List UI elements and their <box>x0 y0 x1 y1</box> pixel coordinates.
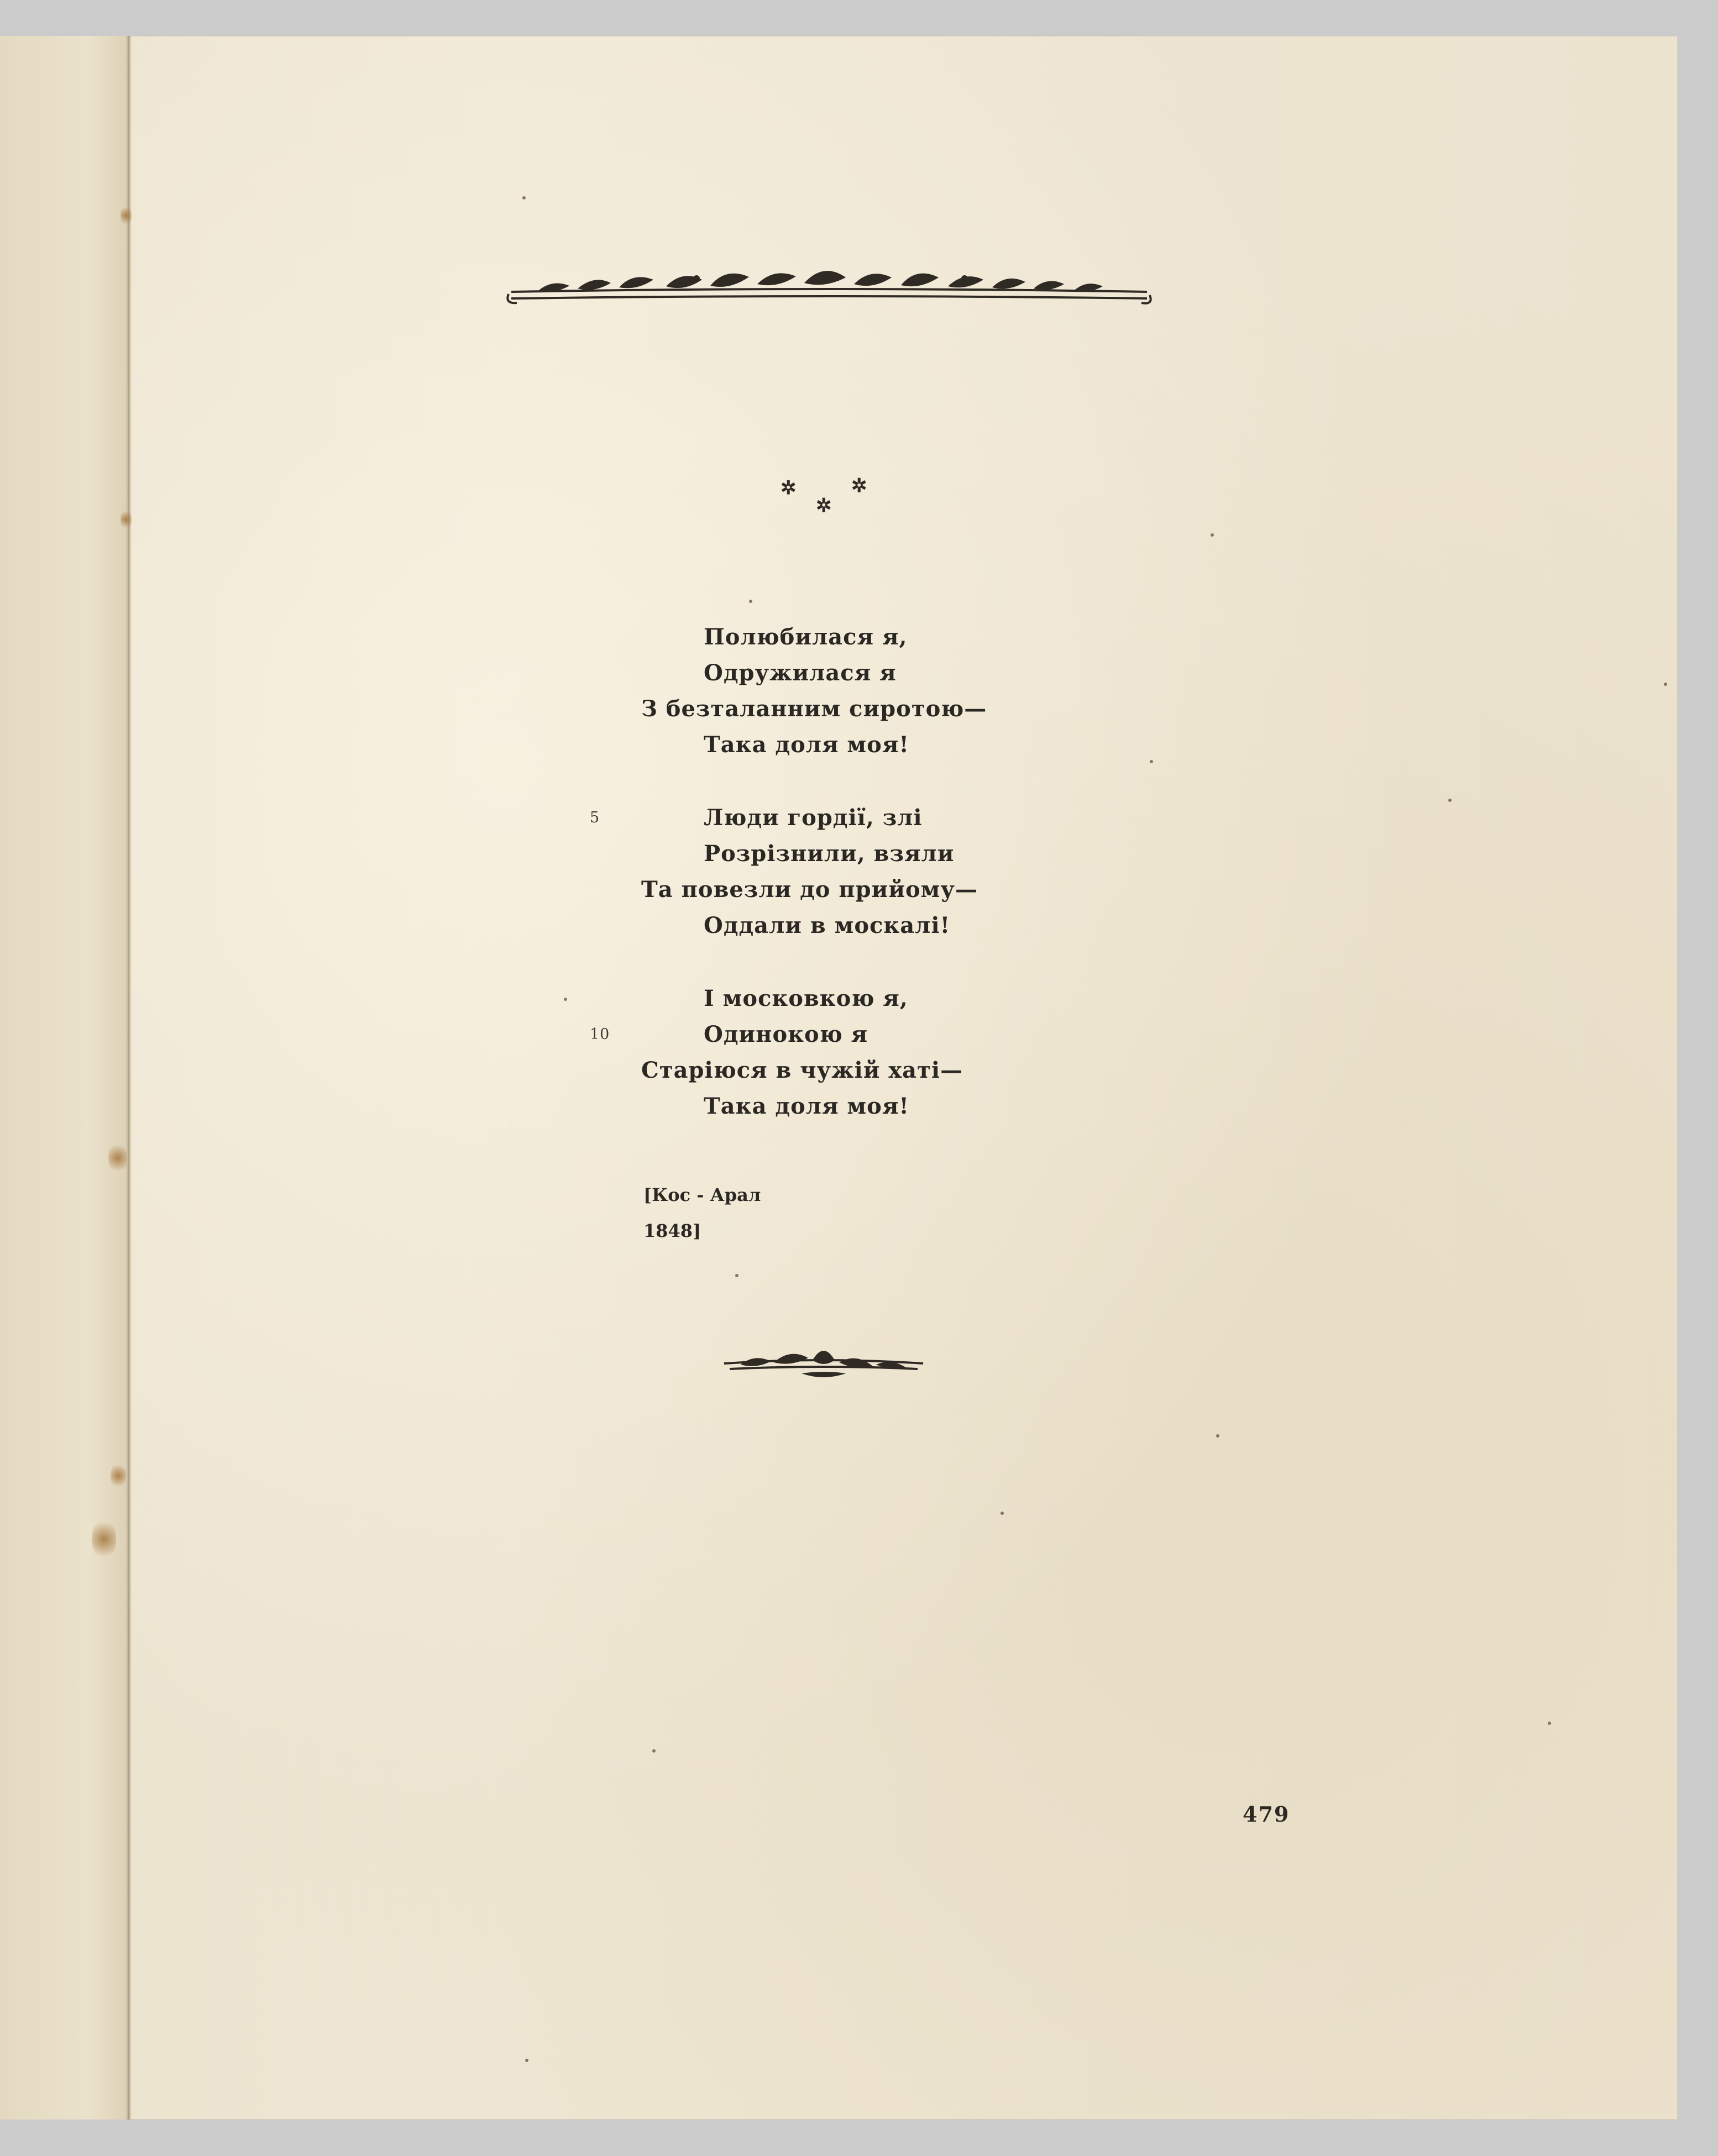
speck <box>1216 1434 1219 1438</box>
bottom-ornament <box>719 1340 929 1384</box>
svg-text:✲: ✲ <box>816 495 832 517</box>
poem-line: І московкою я, <box>704 985 908 1011</box>
speck <box>1664 683 1667 686</box>
stain <box>121 508 132 531</box>
stanza-3 <box>590 980 1094 1124</box>
poem-line: 5 Люди гордії, злі <box>641 800 1094 836</box>
page-number: 479 <box>1243 1802 1290 1827</box>
speck <box>1150 760 1153 763</box>
stain <box>121 204 132 227</box>
speck <box>525 2059 528 2062</box>
stain <box>111 1462 126 1489</box>
svg-text:✲: ✲ <box>851 475 867 497</box>
asterism-ornament <box>768 475 879 520</box>
line-number: 10 <box>590 1026 610 1043</box>
top-ornament <box>506 260 1153 312</box>
poem-line: З безталанним сиротою— <box>641 696 987 722</box>
poem-line: Одружилася я <box>704 660 897 686</box>
speck <box>1548 1722 1551 1725</box>
poem-line: 10 Одинокою я <box>641 1016 1094 1052</box>
poem-line: Така доля моя! <box>704 732 909 758</box>
poem-line: Полюбилася я, <box>704 624 908 650</box>
poem-line: Розрізнили, взяли <box>704 841 955 867</box>
speck <box>522 196 526 200</box>
speck <box>652 1749 656 1753</box>
poem-line: Старіюся в чужій хаті— <box>641 1057 963 1083</box>
speck <box>735 1274 738 1277</box>
stanza-1 <box>641 619 1094 763</box>
source-note <box>643 1177 761 1249</box>
stain <box>92 1517 116 1561</box>
source-place: [Кос - Арал <box>643 1184 761 1205</box>
book-spine <box>0 36 133 2120</box>
speck <box>1001 1512 1004 1515</box>
poem-line: Оддали в москалі! <box>704 912 951 938</box>
line-number: 5 <box>590 809 600 826</box>
speck <box>1211 533 1214 537</box>
stanza-2 <box>590 800 1094 943</box>
speck <box>749 600 752 603</box>
speck <box>1448 799 1452 802</box>
source-year: 1848] <box>643 1220 701 1241</box>
poem <box>590 619 1094 1161</box>
poem-line: Та повезли до прийому— <box>641 877 978 903</box>
speck <box>564 998 567 1001</box>
svg-text:✲: ✲ <box>781 477 797 499</box>
poem-line: Така доля моя! <box>704 1093 909 1119</box>
stain <box>108 1141 127 1174</box>
